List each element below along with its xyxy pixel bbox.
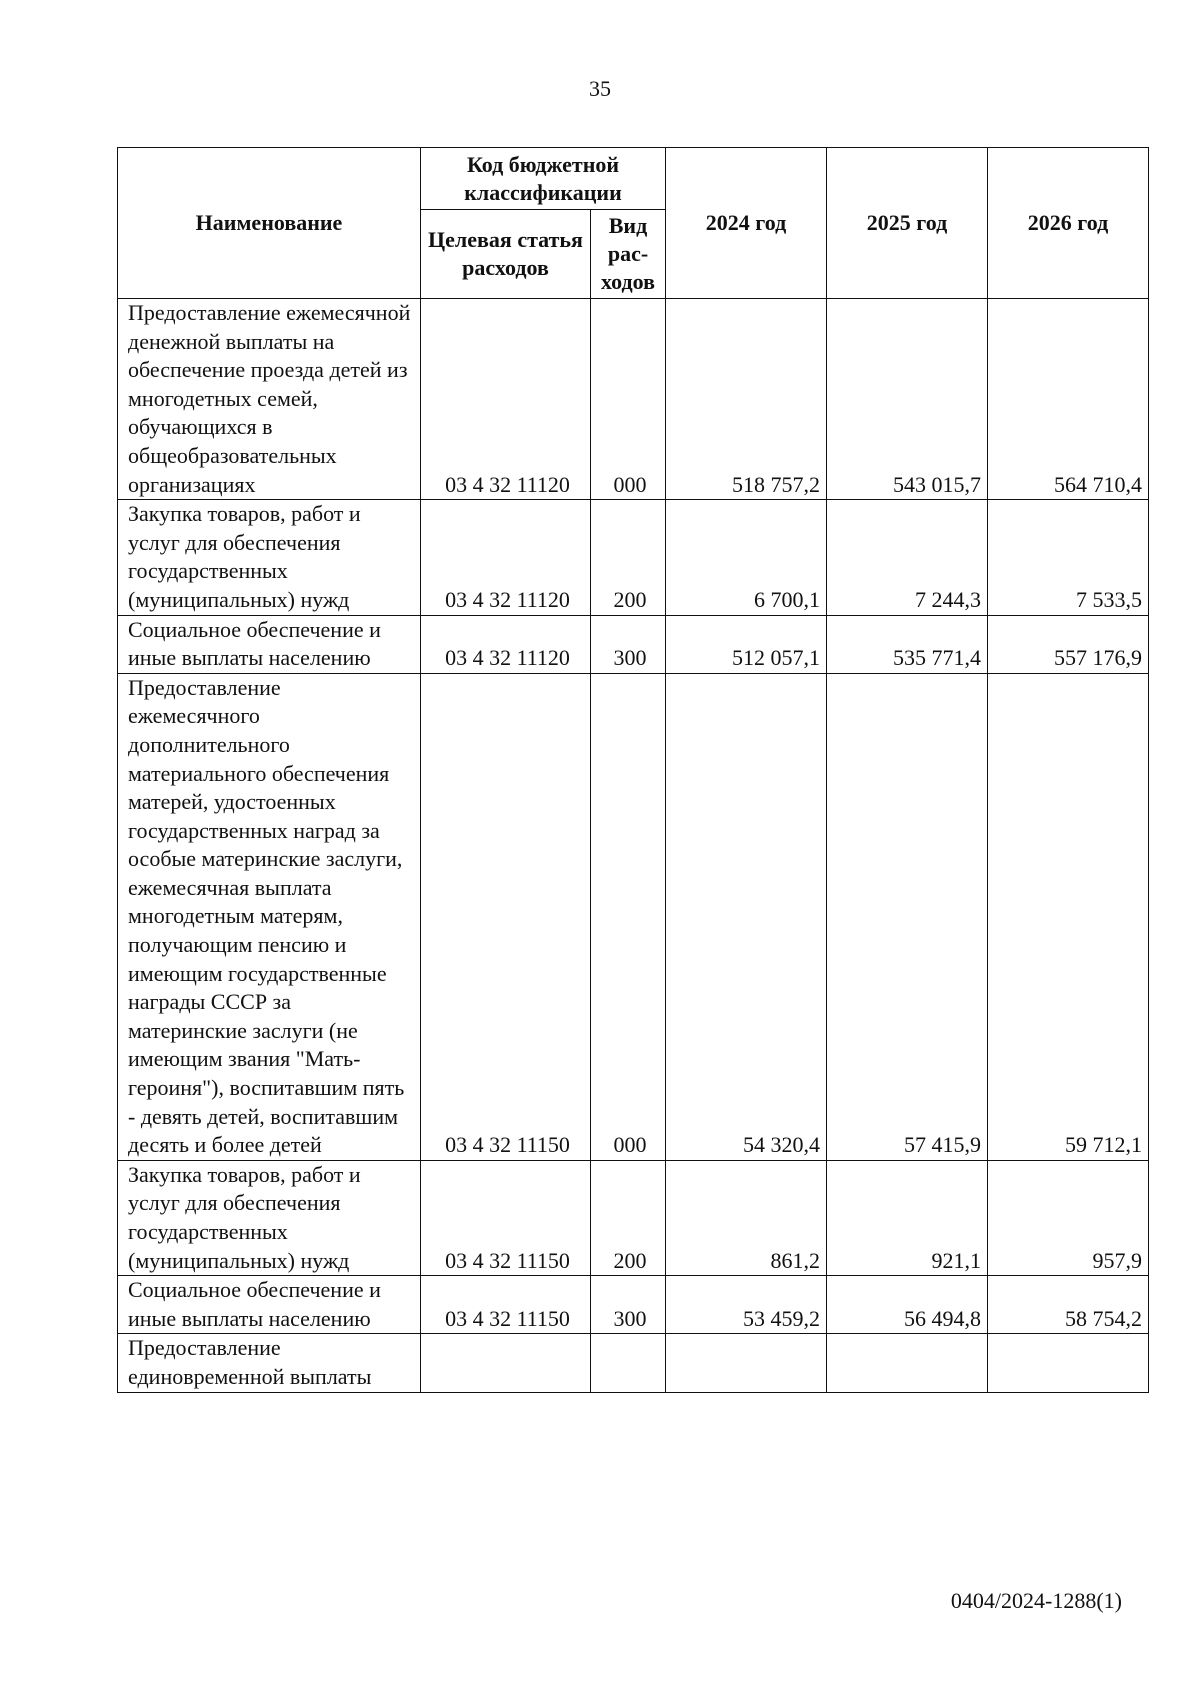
header-2024: 2024 год [666, 148, 827, 299]
table-row [118, 1276, 1149, 1334]
cell-expense-type: 300 [591, 615, 666, 673]
cell-target-article: 03 4 32 11120 [421, 299, 591, 500]
cell-2024: 54 320,4 [666, 673, 827, 1160]
cell-2024: 512 057,1 [666, 615, 827, 673]
cell-2026: 557 176,9 [988, 615, 1149, 673]
cell-2025: 543 015,7 [827, 299, 988, 500]
cell-name: Социальное обеспечение и иные выплаты населению [118, 1276, 421, 1334]
page-number: 35 [589, 76, 611, 101]
cell-2025: 921,1 [827, 1160, 988, 1275]
cell-expense-type [591, 1334, 666, 1392]
header-2025: 2025 год [827, 148, 988, 299]
cell-2025: 535 771,4 [827, 615, 988, 673]
table-row [118, 1160, 1149, 1275]
cell-name: Предоставление единовременной выплаты [118, 1334, 421, 1392]
cell-name: Социальное обеспечение и иные выплаты населению [118, 615, 421, 673]
cell-target-article: 03 4 32 11150 [421, 673, 591, 1160]
table-row [118, 1334, 1149, 1392]
cell-name: Предоставление ежемесячного дополнительного материального обеспечения матерей, удостоенных государственных наград за особые материнские заслуги, ежемесячная выплата многодетным матерям, получающим пенсию и имеющим государственные награды СССР за материнские заслуги (не имеющим звания "Мать-героиня"), воспитавшим пять - девять детей, воспитавшим десять и более детей [118, 673, 421, 1160]
cell-2025: 57 415,9 [827, 673, 988, 1160]
cell-name: Закупка товаров, работ и услуг для обеспечения государственных (муниципальных) нужд [118, 1160, 421, 1275]
cell-expense-type: 200 [591, 500, 666, 615]
cell-name: Предоставление ежемесячной денежной выплаты на обеспечение проезда детей из многодетных семей, обучающихся в общеобразовательных организациях [118, 299, 421, 500]
cell-2024: 861,2 [666, 1160, 827, 1275]
budget-table [117, 147, 1149, 1393]
cell-2024: 53 459,2 [666, 1276, 827, 1334]
cell-target-article: 03 4 32 11150 [421, 1276, 591, 1334]
cell-2026: 564 710,4 [988, 299, 1149, 500]
cell-2026 [988, 1334, 1149, 1392]
table-body [118, 299, 1149, 1393]
header-expense-type: Вид рас-ходов [591, 210, 666, 299]
header-row [118, 148, 1149, 210]
cell-target-article: 03 4 32 11120 [421, 615, 591, 673]
cell-2025: 56 494,8 [827, 1276, 988, 1334]
cell-2024 [666, 1334, 827, 1392]
cell-expense-type: 000 [591, 673, 666, 1160]
cell-expense-type: 000 [591, 299, 666, 500]
cell-target-article: 03 4 32 11120 [421, 500, 591, 615]
cell-2024: 518 757,2 [666, 299, 827, 500]
cell-2026: 58 754,2 [988, 1276, 1149, 1334]
cell-target-article: 03 4 32 11150 [421, 1160, 591, 1275]
table-row [118, 500, 1149, 615]
document-number: 0404/2024-1288(1) [950, 1588, 1122, 1613]
cell-2026: 7 533,5 [988, 500, 1149, 615]
cell-expense-type: 300 [591, 1276, 666, 1334]
cell-name: Закупка товаров, работ и услуг для обеспечения государственных (муниципальных) нужд [118, 500, 421, 615]
header-code-group: Код бюджетной классификации [421, 148, 666, 210]
cell-2024: 6 700,1 [666, 500, 827, 615]
header-target-article: Целевая статья расходов [421, 210, 591, 299]
cell-target-article [421, 1334, 591, 1392]
header-2026: 2026 год [988, 148, 1149, 299]
table-row [118, 673, 1149, 1160]
cell-2025 [827, 1334, 988, 1392]
cell-2026: 957,9 [988, 1160, 1149, 1275]
cell-expense-type: 200 [591, 1160, 666, 1275]
header-name: Наименование [118, 148, 421, 299]
cell-2025: 7 244,3 [827, 500, 988, 615]
cell-2026: 59 712,1 [988, 673, 1149, 1160]
table-row [118, 615, 1149, 673]
table-row [118, 299, 1149, 500]
